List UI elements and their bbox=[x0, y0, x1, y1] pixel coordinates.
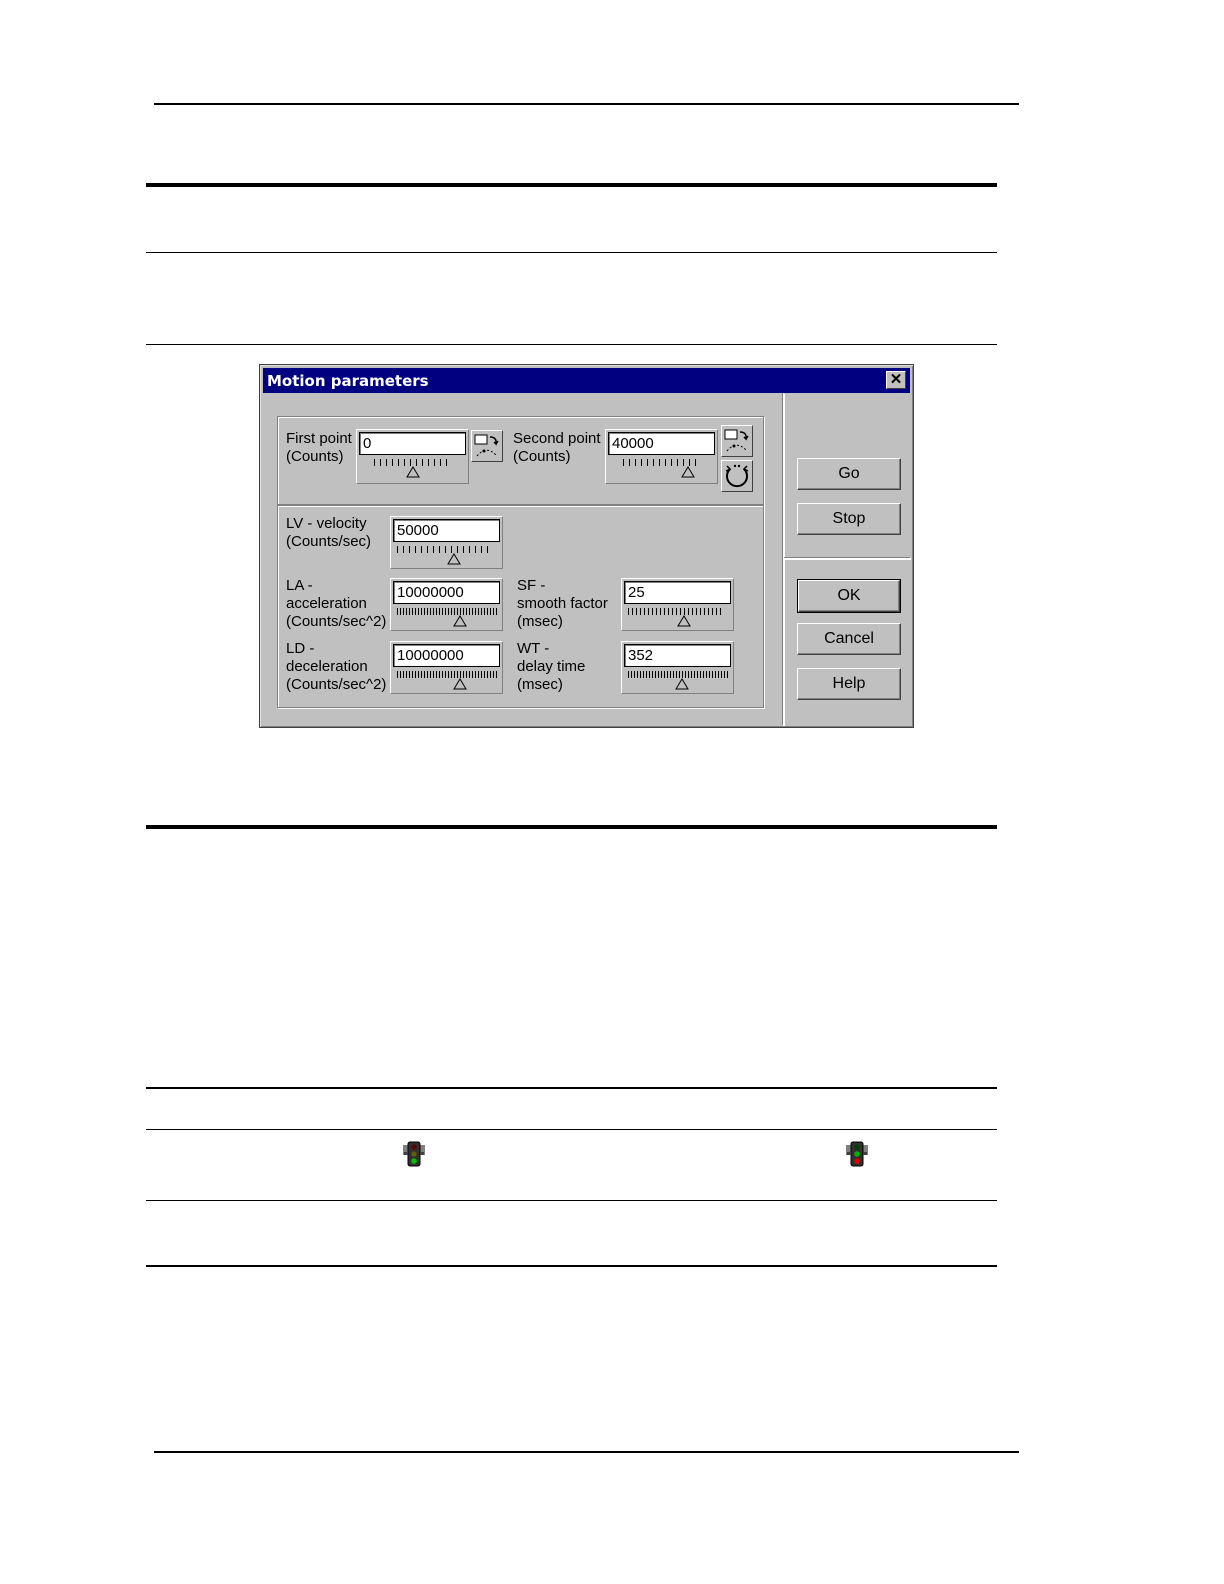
repeat-cycle-icon bbox=[722, 461, 752, 491]
ok-button[interactable]: OK bbox=[798, 580, 900, 612]
get-position-button-1[interactable] bbox=[471, 430, 503, 462]
motion-parameters-dialog bbox=[259, 364, 914, 728]
second-point-label: Second point (Counts) bbox=[513, 430, 601, 465]
acceleration-slider-ticks bbox=[397, 608, 499, 615]
velocity-input[interactable] bbox=[393, 519, 500, 542]
title-bar[interactable] bbox=[263, 368, 910, 393]
first-point-control bbox=[356, 429, 469, 484]
table-rule bbox=[146, 1087, 997, 1089]
delay-time-input[interactable] bbox=[624, 644, 731, 667]
velocity-slider-ticks bbox=[397, 546, 493, 553]
section-rule-thick-top bbox=[146, 183, 997, 187]
section-rule bbox=[146, 252, 997, 253]
velocity-control bbox=[390, 516, 503, 569]
get-current-position-icon bbox=[472, 431, 502, 461]
second-point-control bbox=[605, 429, 718, 484]
smooth-factor-label: SF - smooth factor (msec) bbox=[517, 577, 608, 630]
section-rule-thick bbox=[146, 825, 997, 829]
acceleration-label: LA - acceleration (Counts/sec^2) bbox=[286, 577, 387, 630]
deceleration-input[interactable] bbox=[393, 644, 500, 667]
smooth-factor-control bbox=[621, 578, 734, 631]
get-current-position-icon bbox=[722, 426, 752, 456]
table-rule bbox=[146, 1200, 997, 1201]
table-rule bbox=[146, 1129, 997, 1130]
dialog-title: Motion parameters bbox=[267, 372, 429, 390]
section-rule bbox=[146, 344, 997, 345]
deceleration-label: LD - deceleration (Counts/sec^2) bbox=[286, 640, 387, 693]
velocity-label: LV - velocity (Counts/sec) bbox=[286, 515, 372, 550]
acceleration-input[interactable] bbox=[393, 581, 500, 604]
help-button[interactable]: Help bbox=[797, 668, 901, 700]
go-button[interactable]: Go bbox=[797, 458, 901, 490]
repeat-button[interactable] bbox=[721, 460, 753, 492]
footer-rule bbox=[154, 1451, 1019, 1453]
smooth-factor-slider-ticks bbox=[628, 608, 724, 615]
delay-time-label: WT - delay time (msec) bbox=[517, 640, 586, 693]
deceleration-control bbox=[390, 641, 503, 694]
table-rule bbox=[146, 1265, 997, 1267]
deceleration-slider-ticks bbox=[397, 671, 499, 678]
header-rule bbox=[154, 103, 1019, 105]
cancel-button[interactable]: Cancel bbox=[797, 623, 901, 655]
delay-time-slider-ticks bbox=[628, 671, 728, 678]
second-point-input[interactable] bbox=[608, 432, 715, 455]
smooth-factor-input[interactable] bbox=[624, 581, 731, 604]
delay-time-control bbox=[621, 641, 734, 694]
button-column-separator bbox=[784, 557, 910, 559]
traffic-light-green-icon bbox=[401, 1141, 427, 1167]
first-point-input[interactable] bbox=[359, 432, 466, 455]
first-point-label: First point (Counts) bbox=[286, 430, 352, 465]
first-point-slider-ticks bbox=[374, 459, 452, 466]
traffic-light-red-icon bbox=[844, 1141, 870, 1167]
stop-button[interactable]: Stop bbox=[797, 503, 901, 535]
second-point-slider-ticks bbox=[623, 459, 701, 466]
close-button[interactable] bbox=[886, 371, 906, 389]
get-position-button-2[interactable] bbox=[721, 425, 753, 457]
acceleration-control bbox=[390, 578, 503, 631]
close-icon: ✕ bbox=[889, 371, 903, 388]
button-column-divider bbox=[782, 393, 784, 725]
